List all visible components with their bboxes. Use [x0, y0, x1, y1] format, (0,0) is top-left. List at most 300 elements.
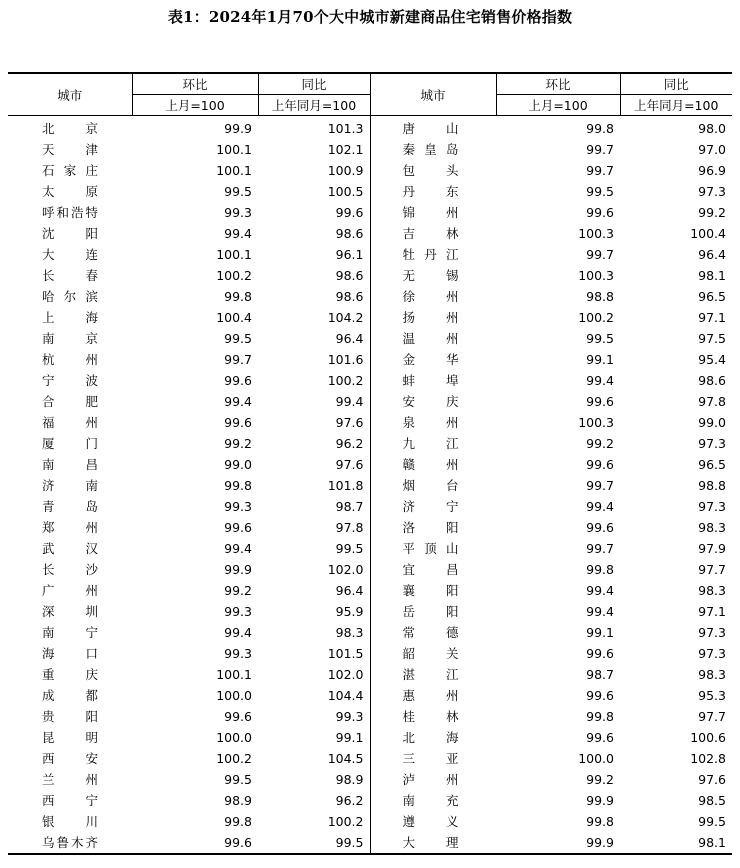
table-row	[8, 538, 732, 559]
city-name: 包 头	[402, 163, 459, 178]
header-row	[8, 73, 732, 95]
yoy-cell-right: 98.1	[698, 268, 726, 283]
table-row	[8, 559, 732, 580]
city-name: 韶 关	[402, 646, 459, 661]
yoy-cell-right: 99.2	[698, 205, 726, 220]
city-cell-right	[370, 412, 496, 433]
city-name: 海 口	[42, 646, 98, 661]
city-name: 丹 东	[402, 184, 459, 199]
yoy-cell-right: 97.0	[698, 142, 726, 157]
yoy-cell-left: 98.7	[335, 499, 364, 514]
yoy-cell-left: 100.9	[327, 163, 364, 178]
table-row	[8, 307, 732, 328]
yoy-cell-left: 99.4	[335, 394, 364, 409]
city-name: 泸 州	[402, 772, 459, 787]
table-row	[8, 139, 732, 160]
table-row	[8, 685, 732, 706]
city-cell-right	[370, 496, 496, 517]
city-name: 青 岛	[42, 499, 98, 514]
city-cell-right	[370, 139, 496, 160]
yoy-cell-right: 97.1	[698, 604, 726, 619]
mom-cell-right: 99.7	[586, 478, 614, 493]
city-cell-left	[8, 328, 132, 349]
yoy-cell-left: 98.6	[335, 268, 364, 283]
mom-cell-right: 99.7	[586, 142, 614, 157]
city-cell-left	[8, 559, 132, 580]
city-name: 西 安	[42, 751, 98, 766]
city-name: 无 锡	[402, 268, 459, 283]
table-row	[8, 496, 732, 517]
table-row	[8, 433, 732, 454]
mom-cell-right: 99.4	[586, 373, 614, 388]
yoy-cell-left: 98.6	[335, 289, 364, 304]
city-name: 南 宁	[42, 625, 98, 640]
city-name: 武 汉	[42, 541, 98, 556]
table-row	[8, 391, 732, 412]
table-row	[8, 622, 732, 643]
yoy-cell-right: 100.4	[690, 226, 726, 241]
city-name: 吉 林	[402, 226, 459, 241]
table-row	[8, 181, 732, 202]
yoy-cell-right: 102.8	[690, 751, 726, 766]
table-row	[8, 265, 732, 286]
city-cell-right	[370, 244, 496, 265]
yoy-cell-right: 97.5	[698, 331, 726, 346]
city-cell-right	[370, 475, 496, 496]
table-row	[8, 412, 732, 433]
yoy-cell-left: 104.4	[327, 688, 364, 703]
city-cell-right	[370, 769, 496, 790]
table-row	[8, 328, 732, 349]
city-cell-left	[8, 412, 132, 433]
yoy-cell-right: 98.3	[698, 520, 726, 535]
yoy-cell-left: 98.6	[335, 226, 364, 241]
mom-cell-left: 100.1	[216, 163, 252, 178]
mom-cell-left: 99.4	[224, 226, 252, 241]
city-cell-left	[8, 832, 132, 854]
mom-cell-right: 99.6	[586, 457, 614, 472]
table-header	[8, 73, 732, 116]
city-name: 昆 明	[42, 730, 98, 745]
yoy-cell-right: 97.9	[698, 541, 726, 556]
city-name: 唐 山	[402, 121, 459, 136]
mom-cell-right: 99.7	[586, 541, 614, 556]
city-name: 洛 阳	[402, 520, 459, 535]
mom-cell-left: 100.2	[216, 268, 252, 283]
table-row	[8, 116, 732, 140]
yoy-cell-left: 97.6	[335, 457, 364, 472]
city-cell-right	[370, 685, 496, 706]
city-cell-left	[8, 517, 132, 538]
city-name: 大 连	[42, 247, 98, 262]
yoy-base-right: 上年同月=100	[620, 95, 732, 116]
table-row	[8, 601, 732, 622]
city-cell-left	[8, 643, 132, 664]
mom-cell-left: 98.9	[224, 793, 252, 808]
yoy-cell-right: 97.7	[698, 562, 726, 577]
table-row	[8, 349, 732, 370]
city-name: 襄 阳	[402, 583, 459, 598]
yoy-cell-left: 99.3	[335, 709, 364, 724]
mom-cell-left: 99.4	[224, 625, 252, 640]
yoy-cell-left: 96.2	[335, 793, 364, 808]
table-row	[8, 160, 732, 181]
yoy-cell-left: 96.4	[335, 331, 364, 346]
city-cell-right	[370, 307, 496, 328]
city-name: 牡 丹 江	[402, 247, 459, 262]
city-name: 兰 州	[42, 772, 98, 787]
city-name: 泉 州	[402, 415, 459, 430]
yoy-cell-left: 100.2	[327, 373, 364, 388]
city-header-right: 城市	[370, 73, 496, 116]
mom-cell-right: 99.8	[586, 814, 614, 829]
mom-cell-right: 100.3	[578, 268, 614, 283]
mom-cell-right: 100.0	[578, 751, 614, 766]
yoy-cell-right: 98.1	[620, 832, 732, 854]
mom-cell-right: 98.7	[586, 667, 614, 682]
price-index-table	[8, 72, 732, 855]
city-name: 宁 波	[42, 373, 98, 388]
table-row	[8, 790, 732, 811]
city-name: 扬 州	[402, 310, 459, 325]
city-cell-right	[370, 391, 496, 412]
mom-cell-left: 99.2	[224, 583, 252, 598]
city-name: 深 圳	[42, 604, 98, 619]
city-cell-right	[370, 622, 496, 643]
yoy-cell-right: 97.3	[698, 436, 726, 451]
table-body	[8, 116, 732, 855]
yoy-cell-left: 102.1	[327, 142, 364, 157]
mom-cell-left: 99.9	[224, 121, 252, 136]
mom-cell-right: 99.8	[586, 709, 614, 724]
city-cell-left	[8, 601, 132, 622]
yoy-cell-left: 100.2	[327, 814, 364, 829]
city-cell-right	[370, 727, 496, 748]
city-cell-left	[8, 307, 132, 328]
city-cell-left	[8, 433, 132, 454]
mom-cell-right: 99.6	[586, 688, 614, 703]
table-row	[8, 475, 732, 496]
city-name: 金 华	[402, 352, 459, 367]
yoy-cell-left: 99.5	[335, 541, 364, 556]
yoy-cell-right: 98.5	[698, 793, 726, 808]
mom-cell-left: 99.6	[224, 520, 252, 535]
city-cell-right	[370, 433, 496, 454]
city-cell-right	[370, 811, 496, 832]
city-cell-right	[370, 328, 496, 349]
mom-cell-left: 100.1	[216, 667, 252, 682]
city-cell-left	[8, 223, 132, 244]
yoy-cell-right: 97.3	[698, 646, 726, 661]
mom-cell-right: 99.4	[586, 604, 614, 619]
mom-cell-right: 99.5	[586, 331, 614, 346]
mom-cell-left: 99.3	[224, 604, 252, 619]
yoy-cell-right: 99.0	[698, 415, 726, 430]
yoy-cell-right: 98.3	[698, 667, 726, 682]
city-name: 长 沙	[42, 562, 98, 577]
city-name: 九 江	[402, 436, 459, 451]
mom-cell-right: 99.6	[586, 205, 614, 220]
yoy-cell-left: 101.8	[327, 478, 364, 493]
yoy-cell-left: 102.0	[327, 562, 364, 577]
city-name: 惠 州	[402, 688, 459, 703]
city-cell-left	[8, 475, 132, 496]
yoy-cell-right: 100.6	[690, 730, 726, 745]
table-row	[8, 664, 732, 685]
city-cell-left	[8, 370, 132, 391]
mom-cell-right: 100.2	[578, 310, 614, 325]
mom-cell-right: 99.2	[586, 436, 614, 451]
mom-cell-right: 99.9	[496, 832, 620, 854]
yoy-cell-left: 98.3	[335, 625, 364, 640]
table-row	[8, 286, 732, 307]
city-name: 遵 义	[402, 814, 459, 829]
yoy-cell-left: 96.2	[335, 436, 364, 451]
city-cell-left	[8, 769, 132, 790]
yoy-cell-right: 98.3	[698, 583, 726, 598]
city-cell-right	[370, 580, 496, 601]
city-name: 合 肥	[42, 394, 98, 409]
mom-cell-left: 100.0	[216, 730, 252, 745]
city-name: 乌 鲁 木 齐	[42, 835, 98, 850]
yoy-header-right: 同比	[620, 73, 732, 95]
city-cell-left	[8, 286, 132, 307]
mom-cell-right: 99.6	[586, 520, 614, 535]
city-name: 贵 阳	[42, 709, 98, 724]
yoy-cell-left: 99.6	[335, 205, 364, 220]
yoy-cell-right: 96.9	[698, 163, 726, 178]
city-name: 银 川	[42, 814, 98, 829]
mom-cell-right: 100.3	[578, 226, 614, 241]
yoy-cell-left: 102.0	[327, 667, 364, 682]
city-name: 哈 尔 滨	[42, 289, 98, 304]
city-name: 上 海	[42, 310, 98, 325]
city-name: 石 家 庄	[42, 163, 98, 178]
table-row	[8, 202, 732, 223]
city-cell-right	[370, 349, 496, 370]
city-name: 呼 和 浩 特	[42, 205, 98, 220]
city-name: 济 宁	[402, 499, 459, 514]
yoy-cell-left: 98.9	[335, 772, 364, 787]
city-cell-left	[8, 727, 132, 748]
city-cell-left	[8, 706, 132, 727]
city-cell-right	[370, 181, 496, 202]
mom-cell-right: 99.1	[586, 352, 614, 367]
city-cell-left	[8, 160, 132, 181]
yoy-base-left: 上年同月=100	[258, 95, 370, 116]
city-cell-right	[370, 643, 496, 664]
mom-cell-left: 99.4	[224, 541, 252, 556]
mom-cell-right: 99.6	[586, 730, 614, 745]
mom-cell-left: 99.4	[224, 394, 252, 409]
mom-cell-right: 100.3	[578, 415, 614, 430]
city-cell-right	[370, 202, 496, 223]
mom-cell-left: 99.6	[224, 373, 252, 388]
mom-cell-left: 99.8	[224, 814, 252, 829]
city-name: 三 亚	[402, 751, 459, 766]
yoy-cell-left: 97.6	[335, 415, 364, 430]
city-name: 平 顶 山	[402, 541, 459, 556]
yoy-cell-right: 97.8	[698, 394, 726, 409]
city-name: 成 都	[42, 688, 98, 703]
yoy-cell-right: 97.1	[698, 310, 726, 325]
city-name: 岳 阳	[402, 604, 459, 619]
table-row	[8, 223, 732, 244]
yoy-cell-right: 98.0	[698, 121, 726, 136]
yoy-cell-right: 95.3	[698, 688, 726, 703]
table-row	[8, 748, 732, 769]
city-cell-left	[8, 391, 132, 412]
mom-base-left: 上月=100	[132, 95, 258, 116]
city-name: 大 理	[402, 835, 459, 850]
yoy-cell-left: 99.1	[335, 730, 364, 745]
city-cell-left	[8, 116, 132, 140]
mom-cell-left: 99.3	[224, 499, 252, 514]
mom-base-right: 上月=100	[496, 95, 620, 116]
mom-cell-left: 100.1	[216, 247, 252, 262]
mom-cell-right: 99.8	[586, 121, 614, 136]
yoy-cell-left: 99.5	[258, 832, 370, 854]
city-name: 重 庆	[42, 667, 98, 682]
city-cell-right	[370, 538, 496, 559]
city-name: 宜 昌	[402, 562, 459, 577]
mom-cell-left: 99.6	[224, 415, 252, 430]
city-cell-left	[8, 538, 132, 559]
yoy-cell-left: 104.5	[327, 751, 364, 766]
mom-cell-left: 99.7	[224, 352, 252, 367]
city-cell-left	[8, 811, 132, 832]
yoy-cell-right: 96.4	[698, 247, 726, 262]
city-name: 蚌 埠	[402, 373, 459, 388]
city-name: 广 州	[42, 583, 98, 598]
yoy-cell-right: 97.6	[698, 772, 726, 787]
mom-cell-right: 99.5	[586, 184, 614, 199]
city-cell-right	[370, 160, 496, 181]
city-name: 北 海	[402, 730, 459, 745]
yoy-cell-left: 101.5	[327, 646, 364, 661]
mom-cell-left: 100.1	[216, 142, 252, 157]
mom-cell-right: 99.4	[586, 499, 614, 514]
yoy-cell-left: 101.6	[327, 352, 364, 367]
city-cell-right	[370, 223, 496, 244]
city-cell-left	[8, 664, 132, 685]
mom-cell-left: 100.0	[216, 688, 252, 703]
mom-cell-right: 99.2	[586, 772, 614, 787]
city-name: 北 京	[42, 121, 98, 136]
city-header-left: 城市	[8, 73, 132, 116]
city-name: 沈 阳	[42, 226, 98, 241]
table-row	[8, 454, 732, 475]
city-name: 厦 门	[42, 436, 98, 451]
city-cell-left	[8, 790, 132, 811]
city-cell-left	[8, 580, 132, 601]
city-name: 湛 江	[402, 667, 459, 682]
city-cell-left	[8, 202, 132, 223]
mom-cell-right: 99.6	[586, 646, 614, 661]
city-name: 秦 皇 岛	[402, 142, 459, 157]
city-name: 长 春	[42, 268, 98, 283]
city-name: 南 昌	[42, 457, 98, 472]
yoy-cell-right: 97.3	[698, 499, 726, 514]
city-name: 烟 台	[402, 478, 459, 493]
city-cell-right	[370, 370, 496, 391]
city-name: 郑 州	[42, 520, 98, 535]
city-cell-right	[370, 664, 496, 685]
mom-cell-right: 98.8	[586, 289, 614, 304]
city-cell-right	[370, 517, 496, 538]
city-cell-right	[370, 601, 496, 622]
city-cell-right	[370, 116, 496, 140]
mom-cell-right: 99.7	[586, 247, 614, 262]
mom-cell-left: 100.2	[216, 751, 252, 766]
table-row	[8, 244, 732, 265]
mom-cell-right: 99.7	[586, 163, 614, 178]
mom-header-left: 环比	[132, 73, 258, 95]
yoy-cell-left: 101.3	[327, 121, 364, 136]
mom-cell-left: 99.6	[132, 832, 258, 854]
city-name: 徐 州	[402, 289, 459, 304]
yoy-cell-left: 96.1	[335, 247, 364, 262]
yoy-cell-right: 97.7	[698, 709, 726, 724]
city-cell-right	[370, 790, 496, 811]
mom-cell-left: 99.2	[224, 436, 252, 451]
city-cell-right	[370, 265, 496, 286]
city-cell-right	[370, 454, 496, 475]
yoy-cell-right: 97.3	[698, 625, 726, 640]
mom-cell-left: 99.5	[224, 772, 252, 787]
mom-cell-left: 99.6	[224, 709, 252, 724]
city-name: 温 州	[402, 331, 459, 346]
city-cell-left	[8, 139, 132, 160]
mom-cell-right: 99.6	[586, 394, 614, 409]
city-name: 福 州	[42, 415, 98, 430]
city-name: 杭 州	[42, 352, 98, 367]
table-row	[8, 517, 732, 538]
table-title: 表1：2024年1月70个大中城市新建商品住宅销售价格指数	[167, 8, 573, 26]
table-row	[8, 727, 732, 748]
city-cell-left	[8, 454, 132, 475]
city-cell-right	[370, 832, 496, 854]
mom-cell-left: 99.5	[224, 184, 252, 199]
yoy-cell-right: 95.4	[698, 352, 726, 367]
city-cell-left	[8, 349, 132, 370]
table-row	[8, 580, 732, 601]
city-name: 西 宁	[42, 793, 98, 808]
mom-cell-right: 99.8	[586, 562, 614, 577]
city-name: 济 南	[42, 478, 98, 493]
city-cell-left	[8, 265, 132, 286]
table-row	[8, 769, 732, 790]
mom-cell-right: 99.4	[586, 583, 614, 598]
yoy-cell-left: 97.8	[335, 520, 364, 535]
city-cell-left	[8, 496, 132, 517]
city-cell-right	[370, 559, 496, 580]
yoy-cell-right: 98.8	[698, 478, 726, 493]
mom-cell-left: 99.5	[224, 331, 252, 346]
yoy-header-left: 同比	[258, 73, 370, 95]
yoy-cell-right: 97.3	[698, 184, 726, 199]
mom-cell-left: 99.3	[224, 205, 252, 220]
city-name: 桂 林	[402, 709, 459, 724]
yoy-cell-left: 104.2	[327, 310, 364, 325]
city-name: 锦 州	[402, 205, 459, 220]
city-name: 太 原	[42, 184, 98, 199]
city-name: 南 京	[42, 331, 98, 346]
city-name: 赣 州	[402, 457, 459, 472]
mom-cell-right: 99.1	[586, 625, 614, 640]
yoy-cell-right: 99.5	[698, 814, 726, 829]
table-row	[8, 370, 732, 391]
